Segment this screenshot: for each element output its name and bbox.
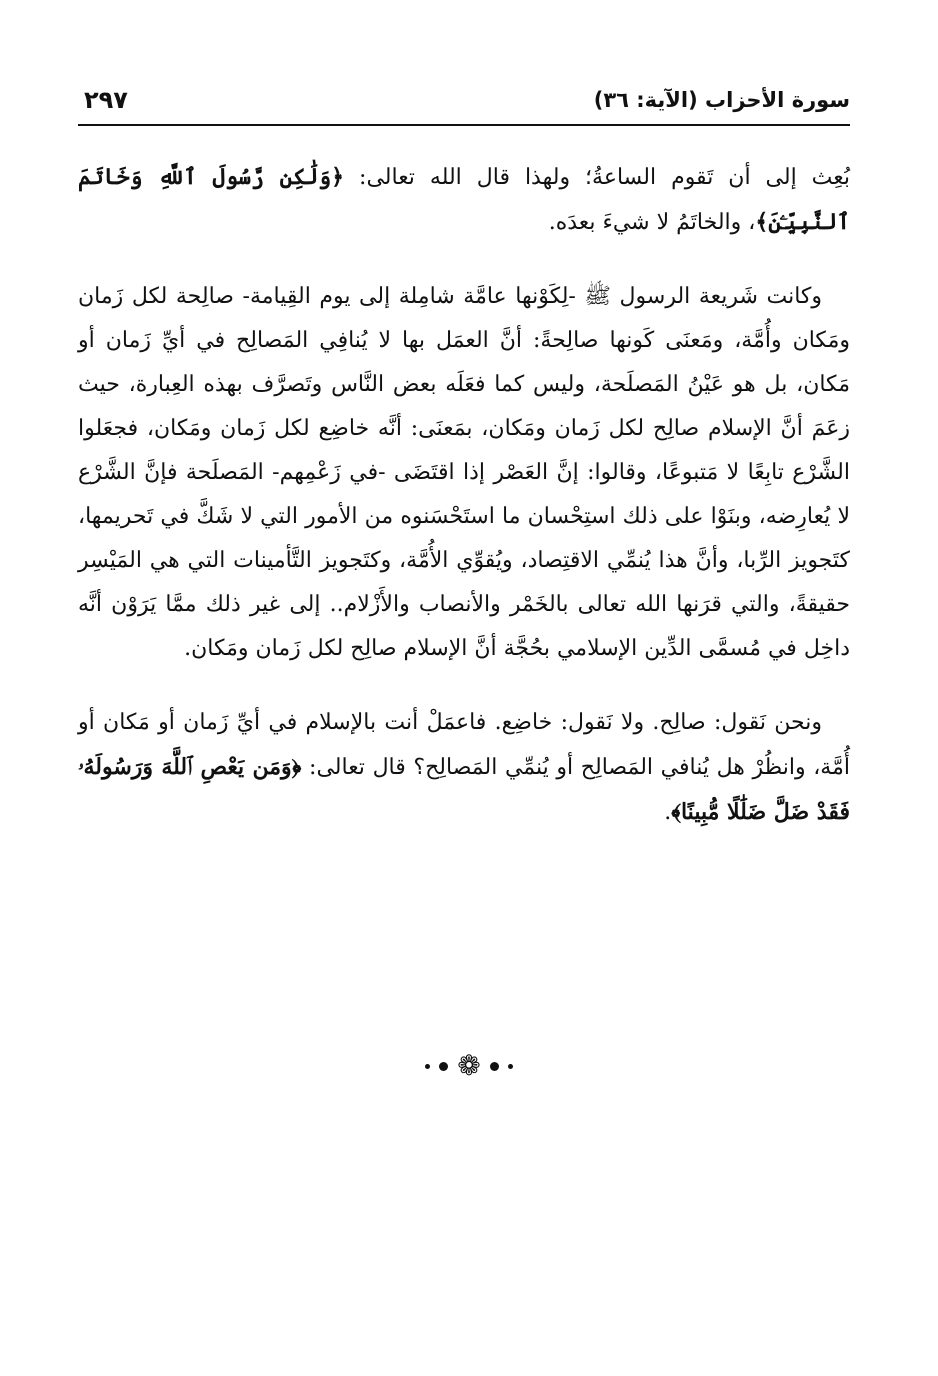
running-title: سورة الأحزاب (الآية: ٣٦) bbox=[593, 88, 850, 112]
page-number: ٢٩٧ bbox=[84, 86, 128, 114]
paragraph-1 bbox=[78, 155, 850, 245]
paragraph-1-text: بُعِث إلى أن تَقوم الساعةُ؛ ولهذا قال الله تعالى: bbox=[344, 165, 850, 190]
paragraph-3-text: ونحن نَقول: صالِح. ولا نَقول: خاضِع. فاعمَلْ أنت بالإسلام في أيِّ زَمان أو مَكان أو أُمَّة، وانظُرْ هل يُنافي المَصالِح أو يُنمِّي المَصالِح؟ قال تعالى: bbox=[78, 710, 850, 780]
quran-verse-2: ﴿وَمَن يَعْصِ ٱللَّهَ وَرَسُولَهُۥ فَقَدْ ضَلَّ ضَلَٰلًا مُّبِينًا﴾ bbox=[78, 754, 850, 825]
paragraph-2: وكانت شَريعة الرسول ﷺ -لِكَوْنها عامَّة شامِلة إلى يوم القِيامة- صالِحة لكل زَمان ومَكان وأُمَّة، ومَعنَى كَونها صالِحةً: أنَّ العمَل بها لا يُنافِي المَصالِح في أيِّ زَمان أو مَكان، بل هو عَيْنُ المَصلَحة، وليس كما فعَلَه بعض النَّاس وتَصرَّف بهذه العِبارة، حيث زعَمَ أنَّ الإسلام صالِح لكل زَمان ومَكان، بمَعنَى: أنَّه خاضِع لكل زَمان ومَكان، فجعَلوا الشَّرْع تابِعًا لا مَتبوعًا، وقالوا: إنَّ العَصْر إذا اقتَضَى -في زَعْمِهم- المَصلَحة فإنَّ الشَّرْع لا يُعارِضه، وبنَوْا على ذلك استِحْسان ما استَحْسَنوه من الأمور التي لا شَكَّ في تَحريمها، كتَجويز الرِّبا، وأنَّ هذا يُنمِّي الاقتِصاد، ويُقوِّي الأُمَّة، وكتَجويز التَّأمينات التي هي المَيْسِر حقيقةً، والتي قرَنها الله تعالى بالخَمْر والأنصاب والأَزْلام.. إلى غير ذلك ممَّا يَرَوْن أنَّه داخِل في مُسمَّى الدِّين الإسلامي بحُجَّة أنَّ الإسلام صالِح لكل زَمان ومَكان. bbox=[78, 284, 850, 661]
paragraph-3 bbox=[78, 701, 850, 835]
ornament-dot-icon bbox=[425, 1064, 430, 1069]
paragraph-1-tail: ، والخاتَمُ لا شيءَ بعدَه. bbox=[548, 210, 756, 235]
header-rule bbox=[78, 124, 850, 126]
ornament-dot-icon bbox=[490, 1062, 499, 1071]
paragraph-3-tail: . bbox=[664, 800, 672, 825]
body-text bbox=[78, 155, 850, 835]
quran-verse-1: ﴿وَلَٰكِن رَّسُولَ ٱللَّهِ وَخَاتَمَ ٱلنَّبِيِّـۧنَ﴾ bbox=[78, 164, 850, 235]
ornament-dot-icon bbox=[508, 1064, 513, 1069]
flower-ornament-icon: ❁ bbox=[457, 1049, 481, 1082]
section-end-ornament bbox=[369, 1046, 569, 1086]
ornament-dot-icon bbox=[439, 1062, 448, 1071]
page-header bbox=[78, 88, 850, 122]
